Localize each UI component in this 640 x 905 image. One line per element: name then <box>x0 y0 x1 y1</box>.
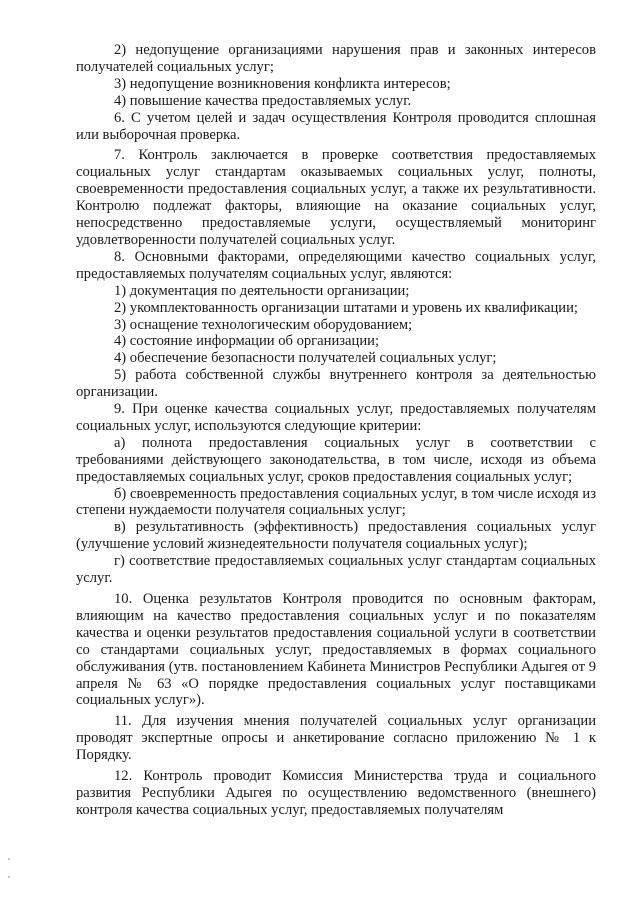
criterion-a: а) полнота предоставления социальных услуг в соответствии с требованиями действующего законодательства, в том числе, исходя из объема предоставляемых социальных услуг, сроков предоставления социальных услуг; <box>76 434 596 485</box>
paragraph-8: 8. Основными факторами, определяющими качество социальных услуг, предоставляемых получателям социальных услуг, являются: <box>76 248 596 282</box>
paragraph-6: 6. С учетом целей и задач осуществления Контроля проводится сплошная или выборочная проверка. <box>76 109 596 143</box>
factor-item-3: 3) оснащение технологическим оборудованием; <box>114 316 413 333</box>
paragraph-item-2: 2) недопущение организациями нарушения прав и законных интересов получателей социальных услуг; <box>76 42 596 75</box>
factor-item-1: 1) документация по деятельности организации; <box>114 282 410 299</box>
scan-speck <box>8 876 10 878</box>
criterion-v: в) результативность (эффективность) предоставления социальных услуг (улучшение условий жизнедеятельности получателя социальных услуг); <box>76 519 596 553</box>
paragraph-7: 7. Контроль заключается в проверке соответствия предоставляемых социальных услуг стандартам оказываемых социальных услуг, полноты, своевременности предоставления социальных услуг, а также их результативности. Контролю подлежат факторы, влияющие на оказание социальных услуг, непосредственно предоставляемые услуги, осуществляемый мониторинг удовлетворенности получателей социальных услуг. <box>76 147 596 248</box>
paragraph-9: 9. При оценке качества социальных услуг, предоставляемых получателям социальных услуг, используются следующие критерии: <box>76 401 596 434</box>
factor-item-2: 2) укомплектованность организации штатами и уровень их квалификации; <box>114 299 578 316</box>
criterion-g: г) соответствие предоставляемых социальных услуг стандартам социальных услуг. <box>76 553 596 587</box>
paragraph-item-4: 4) повышение качества предоставляемых услуг. <box>114 92 412 109</box>
factor-item-4b: 4) обеспечение безопасности получателей социальных услуг; <box>114 350 497 367</box>
document-body <box>76 42 596 819</box>
paragraph-10: 10. Оценка результатов Контроля проводится по основным факторам, влияющим на качество предоставления социальных услуг и по показателям качества и оценки результатов предоставления социальной услуги в соответствии со стандартами социальных услуг, предоставляемых в формах социального обслуживания (утв. постановлением Кабинета Министров Республики Адыгея от 9 апреля № 63 «О порядке предоставления социальных услуг поставщиками социальных услуг»). <box>76 591 596 709</box>
factor-item-5: 5) работа собственной службы внутреннего контроля за деятельностью организации. <box>76 367 596 401</box>
paragraph-12: 12. Контроль проводит Комиссия Министерства труда и социального развития Республики Адыгея по осуществлению ведомственного (внешнего) контроля качества социальных услуг, предоставляемых получателям <box>76 768 596 818</box>
criterion-b: б) своевременность предоставления социальных услуг, в том числе исходя из степени нуждаемости получателя социальных услуг; <box>76 485 596 519</box>
paragraph-11: 11. Для изучения мнения получателей социальных услуг организации проводят экспертные опросы и анкетирование согласно приложению № 1 к Порядку. <box>76 713 596 764</box>
scan-speck <box>8 858 10 860</box>
paragraph-item-3: 3) недопущение возникновения конфликта интересов; <box>114 75 451 92</box>
factor-item-4: 4) состояние информации об организации; <box>114 333 379 350</box>
